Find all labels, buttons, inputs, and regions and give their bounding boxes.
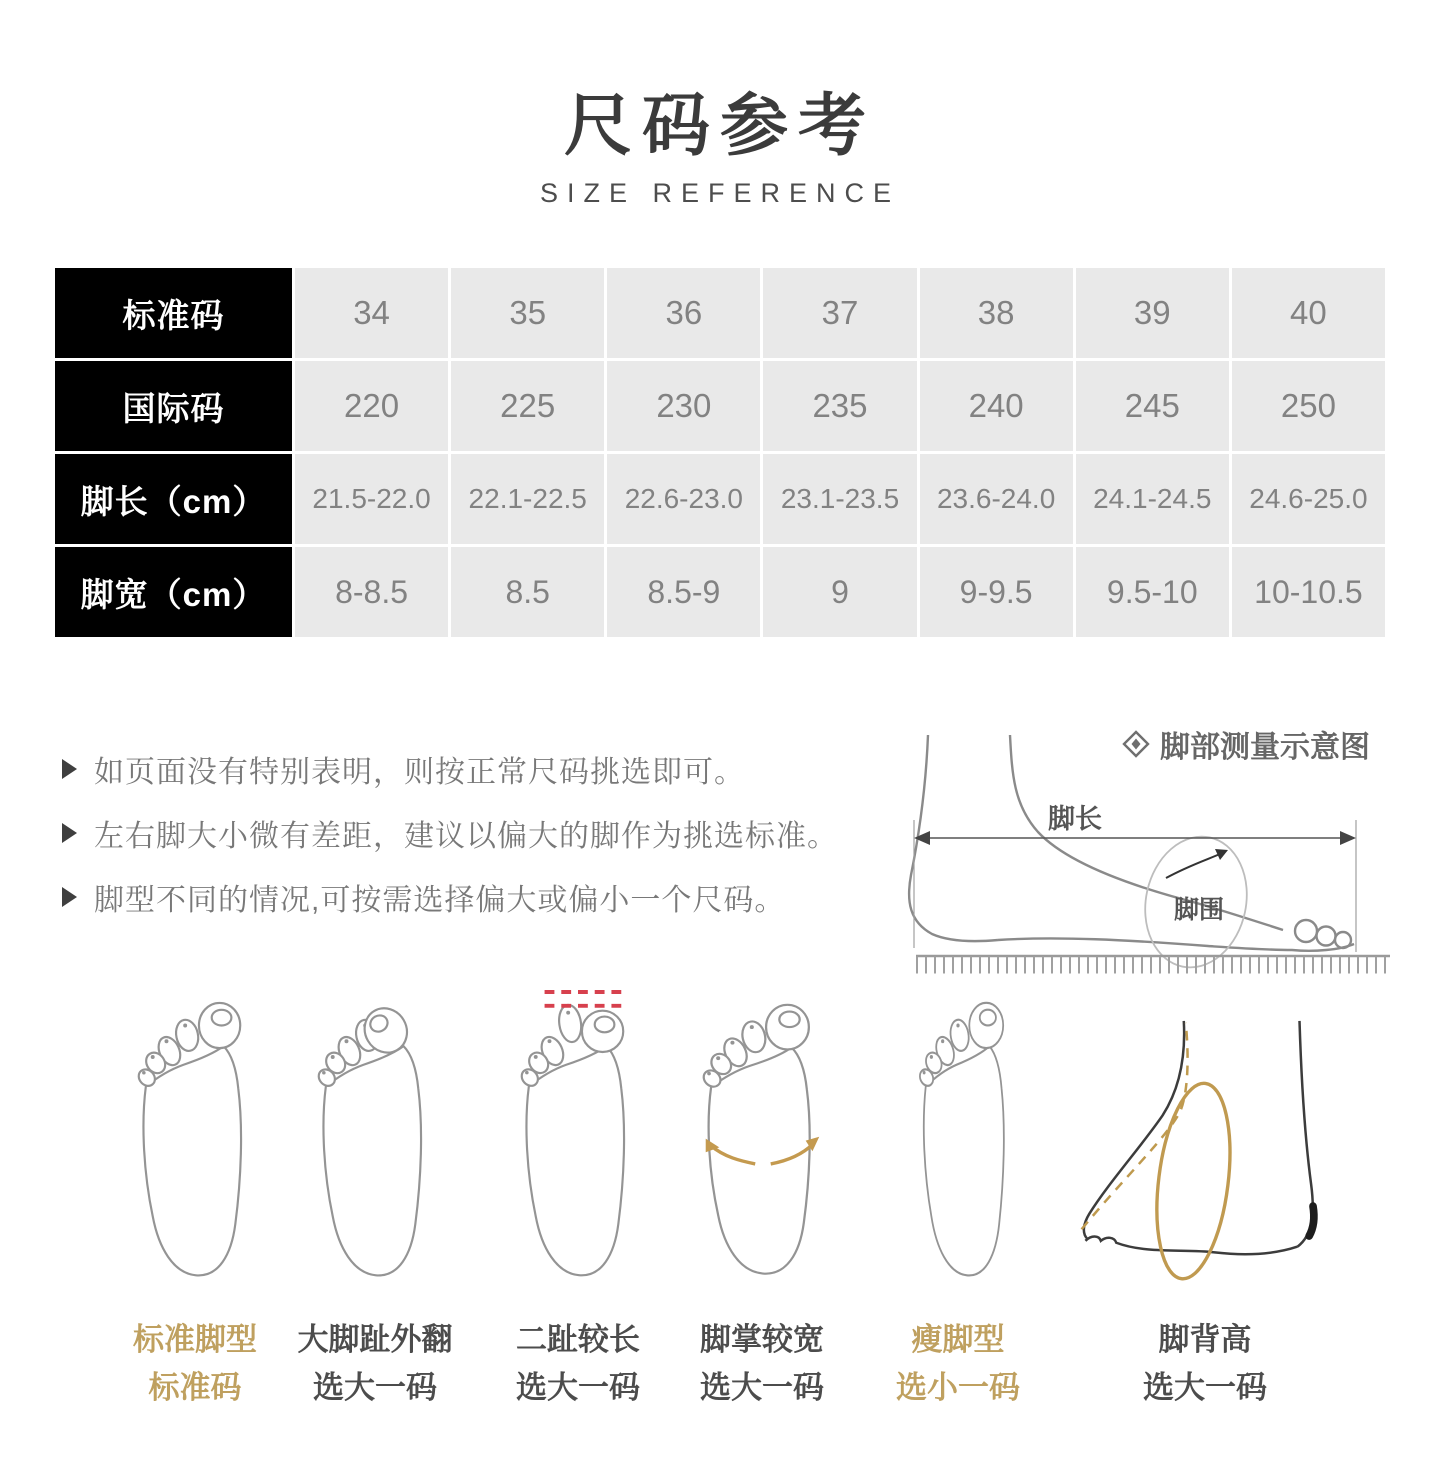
note-item — [62, 878, 838, 916]
foot-type-name: 脚背高 — [1158, 1322, 1252, 1357]
row-header-foot-width: 脚宽（cm） — [55, 547, 292, 637]
triangle-bullet-icon — [62, 887, 77, 907]
size-cell: 8.5 — [451, 547, 604, 637]
foot-type-advice: 选大一码 — [700, 1370, 824, 1406]
size-cell: 240 — [920, 361, 1073, 451]
measure-diagram-title-text: 脚部测量示意图 — [1160, 731, 1370, 764]
foot-type-name: 标准脚型 — [133, 1322, 257, 1357]
note-text: 脚型不同的情况,可按需选择偏大或偏小一个尺码。 — [94, 884, 786, 917]
triangle-bullet-icon — [62, 823, 77, 843]
size-cell: 22.1-22.5 — [451, 454, 604, 544]
note-item — [62, 814, 838, 852]
size-cell: 225 — [451, 361, 604, 451]
foot-type-name: 大脚趾外翻 — [297, 1322, 453, 1357]
size-cell: 21.5-22.0 — [295, 454, 448, 544]
standard-foot-illustration — [136, 992, 254, 1297]
long-second-toe-foot-illustration — [519, 984, 637, 1297]
notes-section — [62, 750, 838, 942]
foot-type-advice: 选大一码 — [1143, 1370, 1267, 1406]
size-cell: 36 — [607, 268, 760, 358]
size-cell: 245 — [1076, 361, 1229, 451]
foot-length-label: 脚长 — [1048, 804, 1102, 834]
row-header-standard-code: 标准码 — [55, 268, 292, 358]
page-title: 尺码参考 — [563, 88, 876, 164]
row-header-international-code: 国际码 — [55, 361, 292, 451]
foot-type-label — [1085, 1316, 1325, 1412]
size-cell: 34 — [295, 268, 448, 358]
size-cell: 220 — [295, 361, 448, 451]
size-cell: 40 — [1232, 268, 1385, 358]
foot-type-advice: 选大一码 — [516, 1370, 640, 1406]
size-cell: 23.6-24.0 — [920, 454, 1073, 544]
size-cell: 37 — [763, 268, 916, 358]
size-cell: 10-10.5 — [1232, 547, 1385, 637]
foot-type-advice: 选小一码 — [896, 1370, 1020, 1406]
size-cell: 9.5-10 — [1076, 547, 1229, 637]
narrow-foot-illustration — [908, 992, 1008, 1297]
bunion-foot-illustration — [316, 992, 434, 1297]
wide-foot-illustration — [697, 992, 827, 1297]
size-cell: 24.6-25.0 — [1232, 454, 1385, 544]
size-cell: 8.5-9 — [607, 547, 760, 637]
foot-type-advice: 选大一码 — [313, 1370, 437, 1406]
foot-type-advice: 标准码 — [148, 1370, 242, 1406]
note-text: 左右脚大小微有差距，建议以偏大的脚作为挑选标准。 — [94, 820, 838, 853]
note-item — [62, 750, 838, 788]
high-instep-foot-illustration — [1070, 1015, 1340, 1295]
foot-type-label — [838, 1316, 1078, 1412]
size-cell: 22.6-23.0 — [607, 454, 760, 544]
size-cell: 38 — [920, 268, 1073, 358]
size-cell: 9 — [763, 547, 916, 637]
size-cell: 23.1-23.5 — [763, 454, 916, 544]
note-text: 如页面没有特别表明，则按正常尺码挑选即可。 — [94, 756, 745, 789]
size-cell: 24.1-24.5 — [1076, 454, 1229, 544]
foot-type-name: 二趾较长 — [516, 1322, 640, 1357]
size-cell: 8-8.5 — [295, 547, 448, 637]
size-cell: 35 — [451, 268, 604, 358]
foot-measure-illustration — [898, 710, 1398, 975]
foot-type-name: 瘦脚型 — [911, 1322, 1005, 1357]
foot-girth-label: 脚围 — [1174, 896, 1225, 924]
row-header-foot-length: 脚长（cm） — [55, 454, 292, 544]
size-cell: 9-9.5 — [920, 547, 1073, 637]
size-cell: 250 — [1232, 361, 1385, 451]
foot-type-name: 脚掌较宽 — [700, 1322, 824, 1357]
size-cell: 235 — [763, 361, 916, 451]
size-cell: 230 — [607, 361, 760, 451]
triangle-bullet-icon — [62, 759, 77, 779]
size-cell: 39 — [1076, 268, 1229, 358]
size-table — [55, 268, 1385, 637]
page-subtitle: SIZE REFERENCE — [539, 178, 901, 208]
